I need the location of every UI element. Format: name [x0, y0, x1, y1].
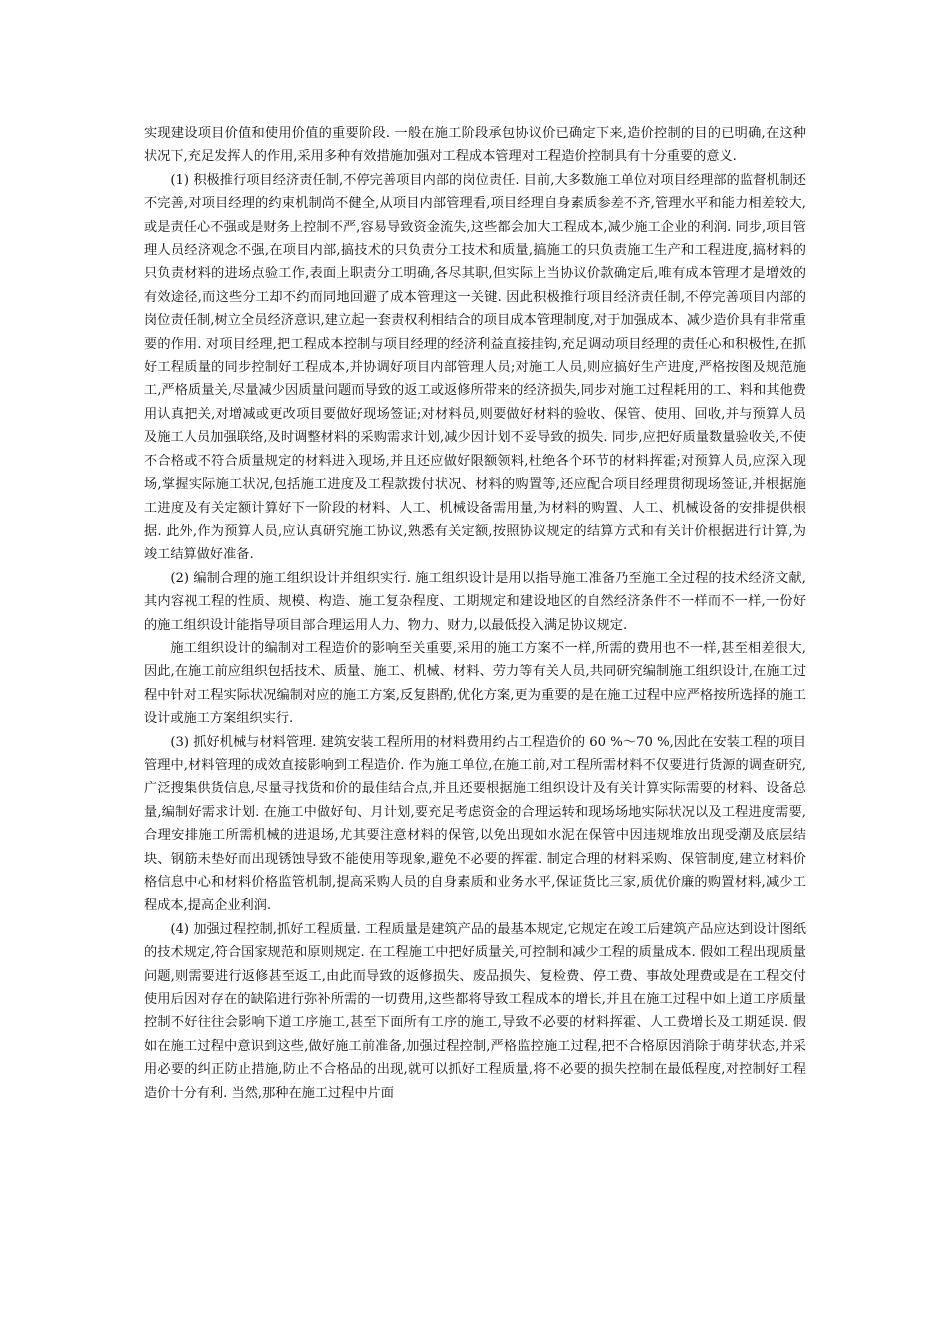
paragraph-organization-design-impact: 施工组织设计的编制对工程造价的影响至关重要,采用的施工方案不一样,所需的费用也不一样,甚至相差很大,因此,在施工前应组织包括技术、质量、施工、机械、材料、劳力等有关人员,共同研究编制施工组织设计,在施工过程中针对工程实际状况编制对应的施工方案,反复斟酌,优化方案,更为重要的是在施工过程中应严格按所选择的施工设计或施工方案组织实行. — [144, 640, 806, 727]
paragraph-construction-organization-design: (2) 编制合理的施工组织设计并组织实行. 施工组织设计是用以指导施工准备乃至施工全过程的技术经济文献,其内容视工程的性质、规模、构造、施工复杂程度、工期规定和建设地区的自然经济条件不一样而不一样,一份好的施工组织设计能指导项目部合理运用人力、物力、财力,以最低投入满足协议规定. — [144, 570, 806, 633]
paragraph-economic-responsibility: (1) 积极推行项目经济责任制,不停完善项目内部的岗位责任. 目前,大多数施工单位对项目经理部的监督机制还不完善,对项目经理的约束机制尚不健全,从项目内部管理看,项目经理自身素质参差不齐,管理水平和能力相差较大,或是责任心不强或是财务上控制不严,容易导致资金流失,这些都会加大工程成本,减少施工企业的利润. 同步,项目管理人员经济观念不强,在项目内部,搞技术的只负责分工技术和质量,搞施工的只负责施工生产和工程进度,搞材料的只负责材料的进场点验工作,表面上职责分工明确,各尽其职,但实际上当协议价款确定后,唯有成本管理才是增效的有效途径,而这些分工却不约而同地回避了成本管理这一关键. 因此积极推行项目经济责任制,不停完善项目内部的岗位责任制,树立全员经济意识,建立起一套责权利相结合的项目成本管理制度,对于加强成本、减少造价具有非常重要的作用. 对项目经理,把工程成本控制与项目经理的经济利益直接挂钩,充足调动项目经理的责任心和积极性,在抓好工程质量的同步控制好工程成本,并协调好项目内部管理人员;对施工人员,则应搞好生产进度,严格按图及规范施工,严格质量关,尽量减少因质量问题而导致的返工或返修所带来的经济损失,同步对施工过程耗用的工、料和其他费用认真把关,对增减或更改项目要做好现场签证;对材料员,则要做好材料的验收、保管、使用、回收,并与预算人员及施工人员加强联络,及时调整材料的采购需求计划,减少因计划不妥导致的损失. 同步,应把好质量数量验收关,不使不合格或不符合质量规定的材料进入现场,并且还应做好限额领料,杜绝各个环节的材料挥霍;对预算人员,应深入现场,掌握实际施工状况,包括施工进度及工程款拨付状况、材料的购置等,还应配合项目经理贯彻现场签证,并根据施工进度及有关定额计算好下一阶段的材料、人工、机械设备需用量,为材料的购置、人工、机械设备的安排提供根据. 此外,作为预算人员,应认真研究施工协议,熟悉有关定额,按照协议规定的结算方式和有关计价根据进行计算,为竣工结算做好准备. — [144, 172, 806, 563]
document-body — [144, 122, 806, 1105]
paragraph-intro-continuation: 实现建设项目价值和使用价值的重要阶段. 一般在施工阶段承包协议价已确定下来,造价控制的目的已明确,在这种状况下,充足发挥人的作用,采用多种有效措施加强对工程成本管理对工程造价控制具有十分重要的意义. — [144, 126, 806, 165]
paragraph-machinery-material-management: (3) 抓好机械与材料管理. 建筑安装工程所用的材料费用约占工程造价的 60 %～70 %,因此在安装工程的项目管理中,材料管理的成效直接影响到工程造价. 作为施工单位,在施工前,对工程所需材料不仅要进行货源的调查研究,广泛搜集供货信息,尽量寻找货和价的最佳结合点,并且还要根据施工组织设计及有关计算实际需要的材料、设备总量,编制好需求计划. 在施工中做好旬、月计划,要充足考虑资金的合理运转和现场场地实际状况以及工程进度需要,合理安排施工所需机械的进退场,尤其要注意材料的保管,以免出现如水泥在保管中因违规堆放出现受潮及底层结块、钢筋未垫好而出现锈蚀导致不能使用等现象,避免不必要的挥霍. 制定合理的材料采购、保管制度,建立材料价格信息中心和材料价格监管机制,提高采购人员的自身素质和业务水平,保证货比三家,质优价廉的购置材料,减少工程成本,提高企业利润. — [144, 734, 806, 914]
paragraph-process-quality-control: (4) 加强过程控制,抓好工程质量. 工程质量是建筑产品的最基本规定,它规定在竣工后建筑产品应达到设计图纸的技术规定,符合国家规范和原则规定. 在工程施工中把好质量关,可控制和减少工程的质量成本. 假如工程出现质量问题,则需要进行返修甚至返工,由此而导致的返修损失、废品损失、复检费、停工费、事故处理费或是在工程交付使用后因对存在的缺陷进行弥补所需的一切费用,这些都将导致工程成本的增长,并且在施工过程中如上道工序质量控制不好往往会影响下道工序施工,甚至下面所有工序的施工,导致不必要的材料挥霍、人工费增长及工期延误. 假如在施工过程中意识到这些,做好施工前准备,加强过程控制,严格监控施工过程,把不合格原因消除于萌芽状态,并采用必要的纠正防止措施,防止不合格品的出现,就可以抓好工程质量,将不必要的损失控制在最低程度,对控制好工程造价十分有利. 当然,那种在施工过程中片面 — [144, 921, 806, 1101]
